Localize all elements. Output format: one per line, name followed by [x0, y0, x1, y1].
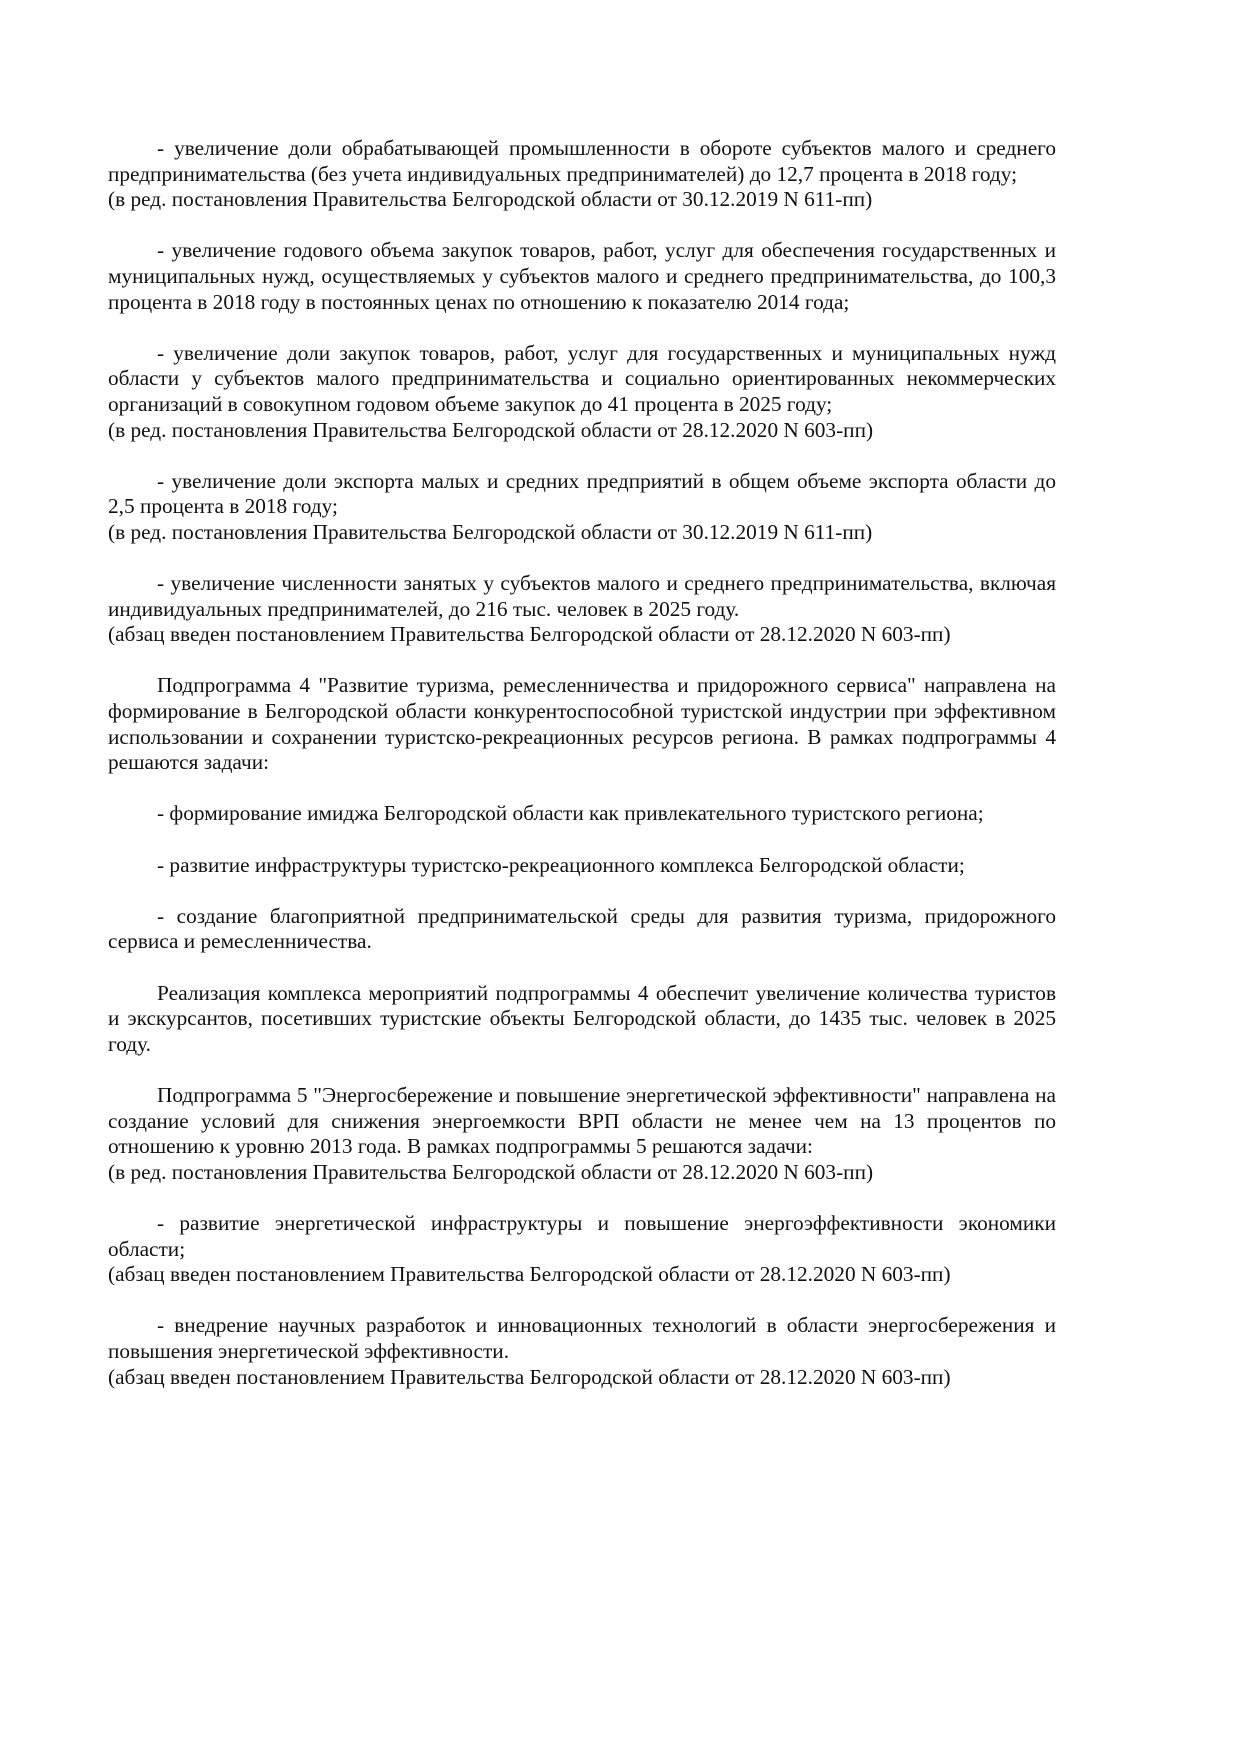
paragraph-text: - увеличение доли экспорта малых и средних предприятий в общем объеме экспорта области до 2,5 процента в 2018 году; — [108, 468, 1056, 519]
paragraph-text: Реализация комплекса мероприятий подпрограммы 4 обеспечит увеличение количества туристов и экскурсантов, посетивших туристские объекты Белгородской области, до 1435 тыс. человек в 2025 году. — [108, 980, 1056, 1056]
paragraph-text: - увеличение доли закупок товаров, работ, услуг для государственных и муниципальных нужд области у субъектов малого предпринимательства и социально ориентированных некоммерческих организаций в совокупном годовом объеме закупок до 41 процента в 2025 году; — [108, 340, 1056, 416]
amendment-note: (в ред. постановления Правительства Белгородской области от 28.12.2020 N 603-пп) — [108, 417, 874, 442]
paragraph-text: - формирование имиджа Белгородской области как привлекательного туристского региона; — [157, 801, 984, 826]
paragraph-text: - увеличение численности занятых у субъектов малого и среднего предпринимательства, включая индивидуальных предпринимателей, до 216 тыс. человек в 2025 году. — [108, 571, 1056, 621]
amendment-note: (в ред. постановления Правительства Белгородской области от 30.12.2019 N 611-пп) — [108, 187, 873, 212]
paragraph-subprogram-4-result — [108, 981, 1056, 1058]
paragraph-subprogram-4-intro — [108, 673, 1056, 775]
paragraph-text: - создание благоприятной предпринимательской среды для развития туризма, придорожного сервиса и ремесленничества. — [108, 903, 1056, 954]
paragraph-text: - развитие энергетической инфраструктуры и повышение энергоэффективности экономики области; — [108, 1210, 1056, 1261]
paragraph-text: Подпрограмма 5 "Энергосбережение и повышение энергетической эффективности" направлена на создание условий для снижения энергоемкости ВРП области не менее чем на 13 процентов по отношению к уровню 2013 года. В рамках подпрограммы 5 решаются задачи: — [108, 1082, 1056, 1159]
paragraph-procurement-share — [108, 341, 1056, 443]
paragraph-text: - увеличение доли обрабатывающей промышленности в обороте субъектов малого и среднего предпринимательства (без учета индивидуальных предпринимателей) до 12,7 процента в 2018 году; — [108, 136, 1056, 186]
amendment-note: (абзац введен постановлением Правительства Белгородской области от 28.12.2020 N 603-пп) — [108, 1262, 951, 1287]
paragraph-task-energy-infrastructure — [108, 1211, 1056, 1288]
paragraph-task-innovation — [108, 1313, 1056, 1390]
document-page — [108, 136, 1056, 1416]
paragraph-procurement-volume — [108, 238, 1056, 315]
paragraph-text: - увеличение годового объема закупок товаров, работ, услуг для обеспечения государственных и муниципальных нужд, осуществляемых у субъектов малого и среднего предпринимательства, до 100,3 процента в 2018 году в постоянных ценах по отношению к показателю 2014 года; — [108, 238, 1056, 314]
amendment-note: (в ред. постановления Правительства Белгородской области от 28.12.2020 N 603-пп) — [108, 1159, 874, 1184]
paragraph-text: Подпрограмма 4 "Развитие туризма, ремесленничества и придорожного сервиса" направлена на формирование в Белгородской области конкурентоспособной туристской индустрии при эффективном использовании и сохранении туристско-рекреационных ресурсов региона. В рамках подпрограммы 4 решаются задачи: — [108, 673, 1056, 775]
paragraph-task-image — [108, 801, 1056, 827]
paragraph-task-environment — [108, 904, 1056, 955]
paragraph-text: - развитие инфраструктуры туристско-рекреационного комплекса Белгородской области; — [157, 852, 965, 877]
amendment-note: (в ред. постановления Правительства Белгородской области от 30.12.2019 N 611-пп) — [108, 519, 873, 544]
amendment-note: (абзац введен постановлением Правительства Белгородской области от 28.12.2020 N 603-пп) — [108, 1364, 951, 1389]
paragraph-task-infrastructure — [108, 853, 1056, 879]
paragraph-export-share — [108, 469, 1056, 546]
paragraph-subprogram-5-intro — [108, 1083, 1056, 1185]
paragraph-manufacturing-share — [108, 136, 1056, 213]
paragraph-employment — [108, 571, 1056, 648]
paragraph-text: - внедрение научных разработок и инновационных технологий в области энергосбережения и повышения энергетической эффективности. — [108, 1313, 1056, 1363]
amendment-note: (абзац введен постановлением Правительства Белгородской области от 28.12.2020 N 603-пп) — [108, 622, 951, 647]
